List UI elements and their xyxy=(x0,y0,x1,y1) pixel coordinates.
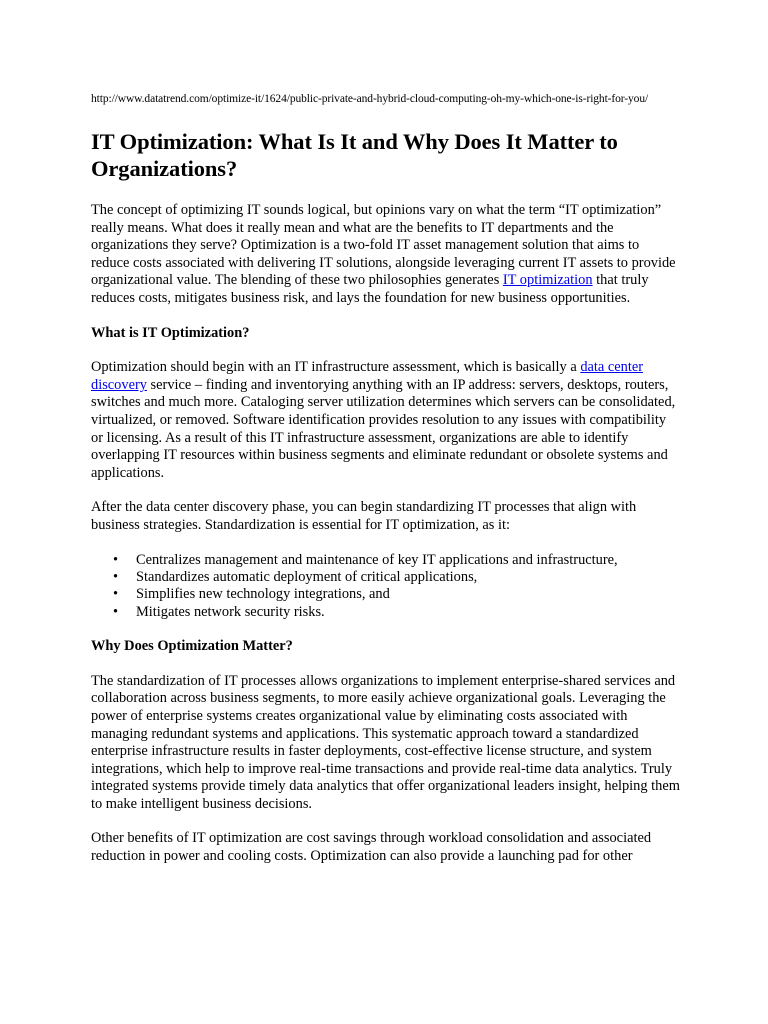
bullet-icon: • xyxy=(113,603,119,620)
list-item xyxy=(91,586,681,603)
intro-text-start: The concept of optimizing IT sounds logical, but opinions vary on what the term “IT optimization” really means. What does it really mean and what are the benefits to IT departments and the organizations they serve? Optimization is a two-fold IT asset management solution that aims to reduce costs associated with delivering IT solutions, alongside leveraging current IT assets to provide organizational value. The blending of these two philosophies generates xyxy=(91,202,676,289)
list-item-text: Centralizes management and maintenance of key IT applications and infrastructure, xyxy=(136,551,618,568)
intro-paragraph xyxy=(91,202,681,308)
other-benefits-paragraph: Other benefits of IT optimization are cost savings through workload consolidation and associated reduction in power and cooling costs. Optimization can also provide a launching pad for other xyxy=(91,830,652,865)
document-page xyxy=(91,92,681,883)
standardization-paragraph: After the data center discovery phase, you can begin standardizing IT processes that align with business strategies. Standardization is essential for IT optimization, as it: xyxy=(91,499,637,533)
list-item xyxy=(91,569,681,586)
benefits-list xyxy=(91,552,681,622)
standardization-benefits-paragraph: The standardization of IT processes allows organizations to implement enterprise-shared services and collaboration across business segments, to more easily achieve organizational goals. Leveraging the power of enterprise systems creates organizational value by eliminating costs associated with managing redundant systems and applications. This systematic approach toward a standardized enterprise infrastructure results in faster deployments, cost-effective license structure, and system integrations, which help to improve real-time transactions and provide real-time data analytics. Truly integrated systems provide timely data analytics that offer organizational leaders insight, helping them to make intelligent business decisions. xyxy=(91,672,680,812)
bullet-icon: • xyxy=(113,586,119,603)
data-center-discovery-link[interactable]: data center discovery xyxy=(91,359,644,393)
page-title: IT Optimization: What Is It and Why Does It Matter to Organizations? xyxy=(91,129,618,181)
assessment-text-start: Optimization should begin with an IT infrastructure assessment, which is basically a xyxy=(91,359,581,376)
list-item-text: Standardizes automatic deployment of critical applications, xyxy=(136,568,478,585)
it-optimization-link[interactable]: IT optimization xyxy=(502,272,593,289)
assessment-text-end: service – finding and inventorying anything with an IP address: servers, desktops, routers, switches and much more. Cataloging server utilization determines which servers can be consolidated, virtualized, or removed. Software identification provides resolution to any issues with compatibility or licensing. As a result of this IT infrastructure assessment, organizations are able to identify overlapping IT resources within business segments and eliminate redundant or obsolete systems and applications. xyxy=(91,376,676,481)
section-heading-why-matters: Why Does Optimization Matter? xyxy=(91,638,293,655)
list-item xyxy=(91,604,681,621)
bullet-icon: • xyxy=(113,568,119,585)
section-heading-what-is: What is IT Optimization? xyxy=(91,324,250,341)
list-item xyxy=(91,552,681,569)
intro-text-end: that truly reduces costs, mitigates business risk, and lays the foundation for new business opportunities. xyxy=(91,272,649,306)
assessment-paragraph xyxy=(91,359,681,482)
source-url: http://www.datatrend.com/optimize-it/1624/public-private-and-hybrid-cloud-computing-oh-my-which-one-is-right-for-you/ xyxy=(91,93,649,105)
list-item-text: Simplifies new technology integrations, and xyxy=(136,586,390,603)
list-item-text: Mitigates network security risks. xyxy=(136,603,325,620)
bullet-icon: • xyxy=(113,551,119,568)
